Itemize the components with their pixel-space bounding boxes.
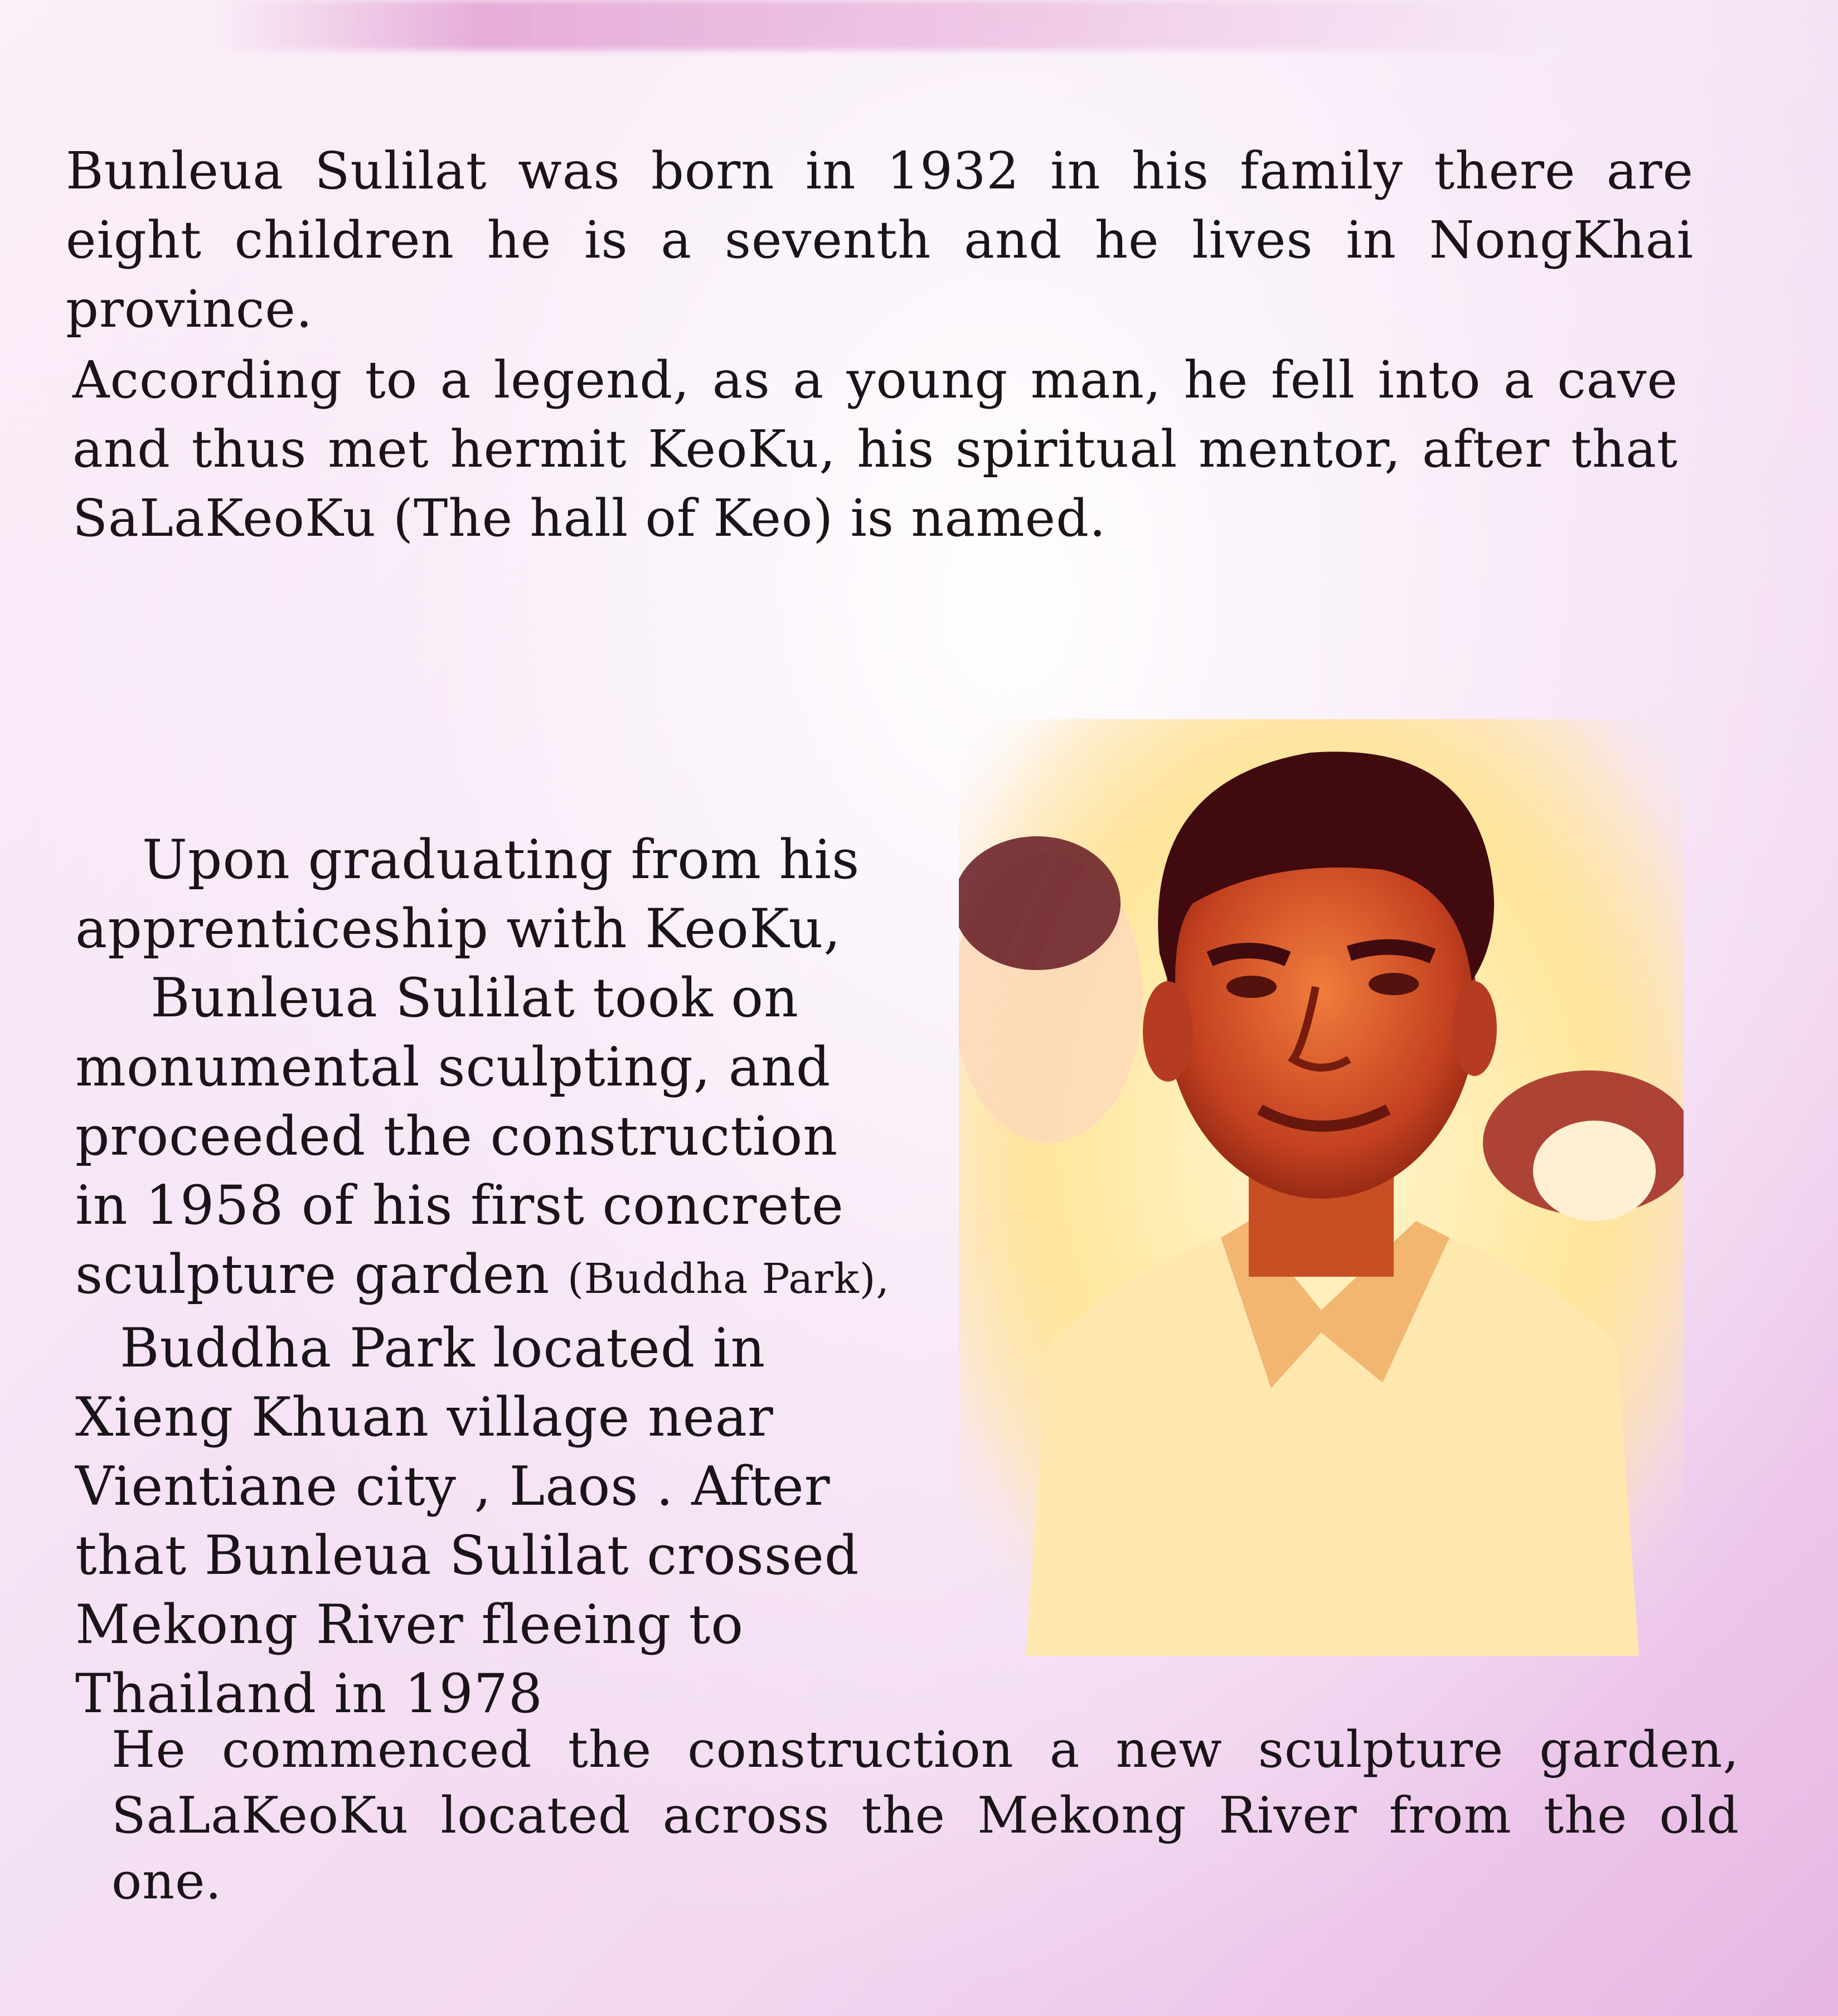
bio-line: monumental sculpting, and — [75, 1036, 831, 1098]
portrait-photo — [959, 719, 1684, 1656]
intro-paragraph-1: Bunleua Sulilat was born in 1932 in his family there are eight children he is a seventh and he lives in NongKhai province. — [66, 141, 1694, 339]
top-decorative-band — [212, 0, 1550, 50]
intro-paragraph-2: According to a legend, as a young man, he fell into a cave and thus met hermit KeoKu, his spiritual mentor, after that SaLaKeoKu (The hall of Keo) is named. — [72, 350, 1678, 548]
portrait-illustration — [959, 719, 1684, 1656]
closing-paragraph: He commenced the construction a new sculpture garden, SaLaKeoKu located across the Mekong River from the old one. — [111, 1721, 1739, 1911]
bio-line-part: (Buddha Park), — [567, 1255, 890, 1303]
bio-line: Mekong River fleeing to — [75, 1593, 744, 1656]
bio-line: that Bunleua Sulilat crossed — [75, 1524, 860, 1587]
bio-line-part: sculpture garden — [75, 1243, 550, 1306]
bio-line: Buddha Park located in — [120, 1317, 766, 1379]
bio-line: Vientiane city , Laos . After — [75, 1455, 831, 1518]
biography-text — [75, 825, 945, 1728]
bio-line: in 1958 of his first concrete — [75, 1174, 844, 1237]
bio-line: Xieng Khuan village near — [75, 1386, 774, 1448]
bio-line: Bunleua Sulilat took on — [151, 967, 799, 1029]
bio-line: proceeded the construction — [75, 1105, 838, 1167]
bio-line: Upon graduating from his — [142, 828, 860, 891]
bio-line: Thailand in 1978 — [75, 1663, 543, 1725]
bio-line: apprenticeship with KeoKu, — [75, 898, 841, 960]
bio-line — [75, 1240, 945, 1314]
